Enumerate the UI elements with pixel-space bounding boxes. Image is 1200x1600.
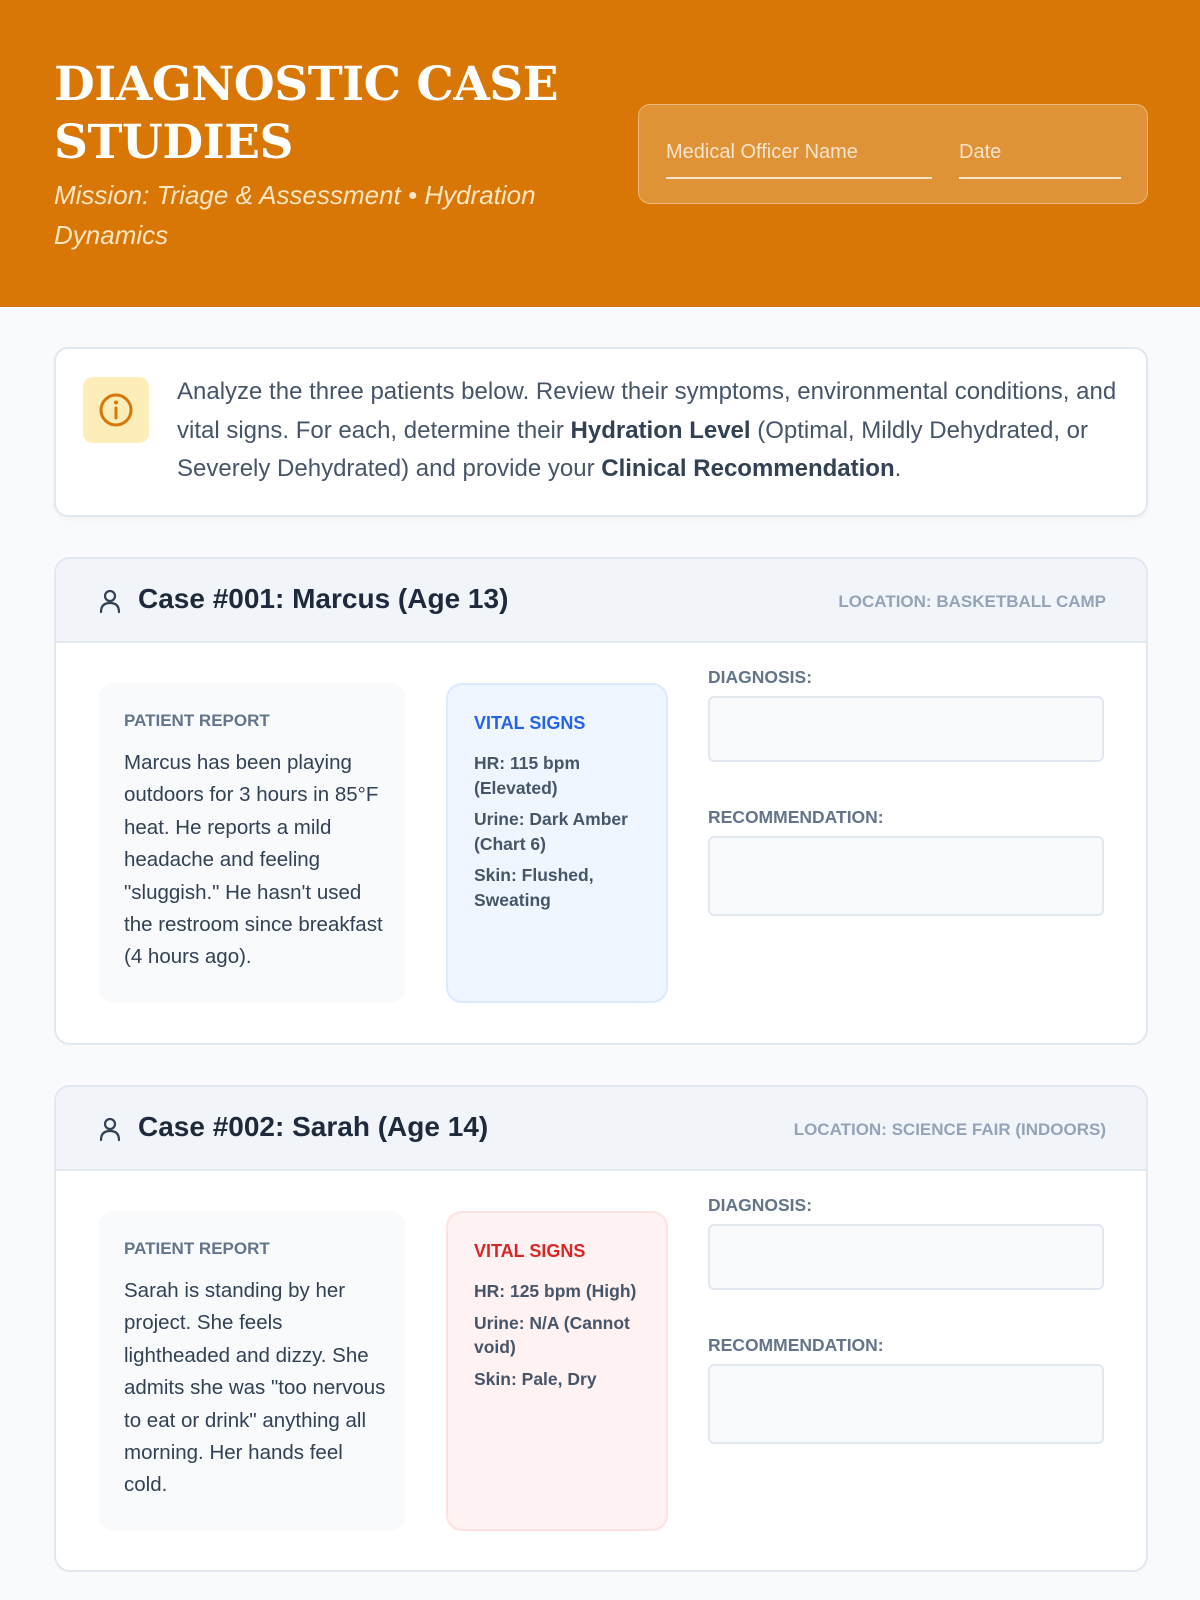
info-icon bbox=[83, 377, 149, 443]
diagnosis-input[interactable] bbox=[708, 1224, 1104, 1290]
patient-report-text: Marcus has been playing outdoors for 3 hours in 85°F heat. He reports a mild headache and feeling "sluggish." He hasn't used the restroom since breakfast (4 hours ago). bbox=[124, 751, 383, 969]
officer-name-field[interactable]: Medical Officer Name bbox=[666, 141, 932, 179]
vital-skin: Skin: Pale, Dry bbox=[474, 1368, 597, 1389]
case-header bbox=[56, 559, 1146, 643]
vital-signs-panel bbox=[446, 683, 668, 1003]
vital-signs-label: VITAL SIGNS bbox=[474, 1241, 586, 1261]
recommendation-label: RECOMMENDATION: bbox=[708, 1335, 884, 1355]
patient-report bbox=[98, 1211, 406, 1531]
diagnosis-input[interactable] bbox=[708, 696, 1104, 762]
instructions-text: Analyze the three patients below. Review their symptoms, environmental conditions, and vital signs. For each, determine their Hydration Level (Optimal, Mildly Dehydrated, or Severely Dehydrated) and provide your Clinical Recommendation. bbox=[177, 378, 1117, 482]
date-field[interactable]: Date bbox=[959, 141, 1121, 179]
recommendation-label: RECOMMENDATION: bbox=[708, 807, 884, 827]
vital-heart-rate: HR: 125 bpm (High) bbox=[474, 1281, 637, 1301]
page-subtitle: Mission: Triage & Assessment • Hydration Dynamics bbox=[54, 180, 536, 250]
officer-info-box bbox=[638, 104, 1148, 204]
case-title: Case #002: Sarah (Age 14) bbox=[138, 1111, 489, 1142]
vital-signs-list bbox=[474, 1279, 644, 1398]
patient-report-label: PATIENT REPORT bbox=[124, 1239, 270, 1258]
recommendation-input[interactable] bbox=[708, 1364, 1104, 1444]
case-card bbox=[54, 1085, 1148, 1572]
page-header bbox=[0, 0, 1200, 307]
case-title: Case #001: Marcus (Age 13) bbox=[138, 583, 509, 614]
diagnosis-label: DIAGNOSIS: bbox=[708, 1195, 813, 1215]
case-location: LOCATION: SCIENCE FAIR (INDOORS) bbox=[793, 1120, 1106, 1139]
vital-signs-list bbox=[474, 751, 644, 919]
case-header bbox=[56, 1087, 1146, 1171]
vital-skin: Skin: Flushed, Sweating bbox=[474, 865, 594, 910]
instructions-card bbox=[54, 347, 1148, 517]
vital-urine: Urine: Dark Amber (Chart 6) bbox=[474, 809, 628, 854]
patient-report-text: Sarah is standing by her project. She feels lightheaded and dizzy. She admits she was "too nervous to eat or drink" anything all morning. Her hands feel cold. bbox=[124, 1279, 386, 1497]
case-location: LOCATION: BASKETBALL CAMP bbox=[838, 592, 1106, 611]
vital-urine: Urine: N/A (Cannot void) bbox=[474, 1312, 630, 1357]
user-icon bbox=[98, 1116, 122, 1142]
case-card bbox=[54, 557, 1148, 1045]
patient-report bbox=[98, 683, 406, 1003]
clinical-recommendation-emphasis: Clinical Recommendation bbox=[601, 455, 895, 482]
diagnosis-label: DIAGNOSIS: bbox=[708, 667, 813, 687]
recommendation-input[interactable] bbox=[708, 836, 1104, 916]
vital-heart-rate: HR: 115 bpm (Elevated) bbox=[474, 753, 580, 798]
page-title: DIAGNOSTIC CASE STUDIES bbox=[54, 57, 559, 170]
patient-report-label: PATIENT REPORT bbox=[124, 711, 270, 730]
user-icon bbox=[98, 588, 122, 614]
vital-signs-panel bbox=[446, 1211, 668, 1531]
hydration-level-emphasis: Hydration Level bbox=[570, 416, 751, 444]
vital-signs-label: VITAL SIGNS bbox=[474, 713, 586, 733]
